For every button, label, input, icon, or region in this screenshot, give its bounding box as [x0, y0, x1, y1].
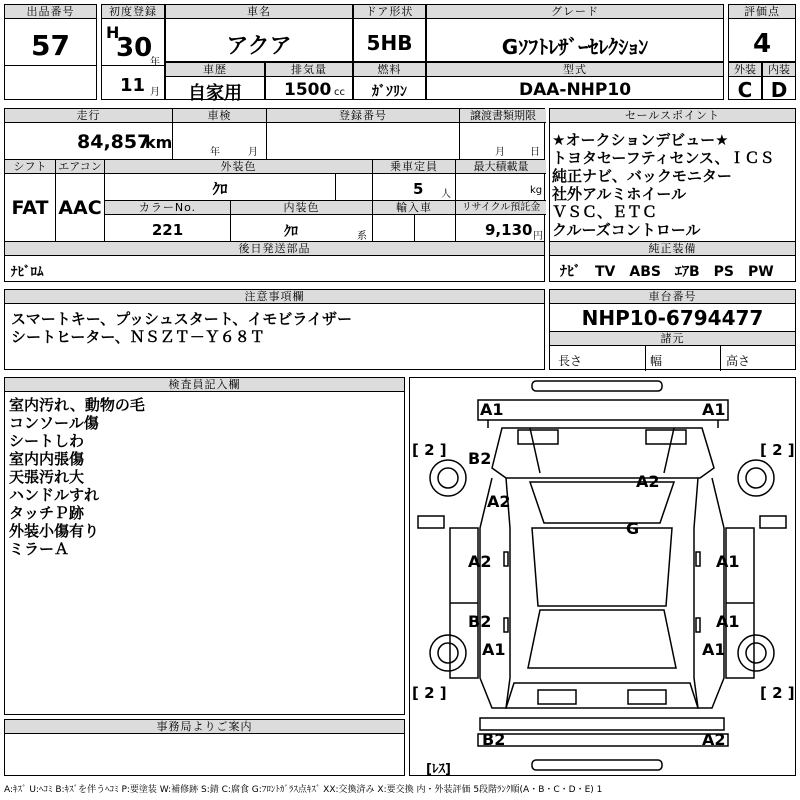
registration-year: 30	[116, 33, 153, 63]
aircon: AAC	[58, 197, 102, 219]
damage-mark: A1	[716, 612, 740, 631]
sales-point-item: ★オークションデビュー★	[552, 131, 729, 149]
damage-mark: A1	[702, 400, 726, 419]
sales-points-label: セールスポイント	[550, 109, 795, 123]
registration-number-label: 登録番号	[267, 109, 459, 123]
damage-mark: B2	[482, 730, 506, 749]
model-cell	[426, 62, 724, 100]
inspector-block	[4, 377, 405, 715]
chassis-label: 車台番号	[550, 290, 795, 304]
history-cell	[165, 62, 265, 104]
inspector-note: ハンドルすれ	[9, 486, 100, 504]
chassis-block	[549, 289, 796, 370]
exterior-label: 外装	[729, 63, 761, 77]
transfer-deadline-label: 譲渡書類期限	[460, 109, 546, 123]
notes-line: スマートキー、プッシュスタート、イモビライザー	[11, 310, 352, 328]
inspector-note: ミラーＡ	[9, 540, 70, 558]
shift-label: シフト	[5, 160, 55, 174]
interior-color-unit: 系	[357, 231, 367, 242]
recycle-fee-label: リサイクル預託金	[456, 201, 546, 215]
registration-month: 11	[120, 75, 146, 96]
damage-mark: B2	[468, 612, 492, 631]
sales-points-list	[552, 131, 774, 239]
lot-number: 57	[31, 29, 70, 62]
exterior-color-label: 外装色	[105, 160, 372, 174]
sales-points-block	[549, 108, 796, 282]
sales-point-item: 社外アルミホイール	[552, 185, 687, 203]
color-number: 221	[151, 221, 184, 239]
damage-mark: B2	[468, 449, 492, 468]
grade-cell	[426, 4, 724, 62]
mileage-label: 走行	[5, 109, 172, 123]
damage-mark: A2	[636, 472, 660, 491]
interior-grade-cell	[762, 62, 796, 100]
notes-lines	[11, 310, 352, 346]
exterior-grade-cell	[728, 62, 762, 100]
inspector-note: タッチＰ跡	[9, 504, 85, 522]
tire-mark: [ 2 ]	[760, 684, 795, 702]
inspector-note: シートしわ	[9, 432, 85, 450]
max-load-label: 最大積載量	[456, 160, 546, 174]
notes-label: 注意事項欄	[5, 290, 544, 304]
parts: ﾅﾋﾞﾛﾑ	[11, 265, 44, 280]
displacement-unit: cc	[334, 87, 345, 98]
inspector-label: 検査員記入欄	[5, 378, 404, 392]
displacement: 1500	[284, 80, 332, 100]
first-registration-label: 初度登録	[102, 5, 164, 19]
length-label: 長さ	[558, 354, 583, 368]
damage-mark: A2	[487, 492, 511, 511]
equipment-label: 純正装備	[550, 242, 795, 256]
fuel-cell	[353, 62, 426, 100]
car-diagram-block	[409, 377, 796, 776]
inspector-note: 室内汚れ、動物の毛	[9, 396, 145, 414]
inspector-note: 室内内張傷	[9, 450, 85, 468]
score: 4	[752, 29, 772, 59]
tire-mark: [ 2 ]	[412, 684, 447, 702]
inspection-label: 車検	[173, 109, 266, 123]
exterior-color: ｸﾛ	[212, 180, 228, 198]
inspection-year-unit: 年	[210, 147, 220, 158]
interior-grade: D	[770, 78, 788, 102]
tire-mark: [ 2 ]	[760, 441, 795, 459]
damage-mark: A1	[482, 640, 506, 659]
fuel: ｶﾞｿﾘﾝ	[372, 84, 407, 100]
inspection-month-unit: 月	[248, 147, 258, 158]
history: 自家用	[188, 83, 242, 104]
interior-label: 内装	[763, 63, 795, 77]
legend: A:ｷｽﾞ U:ﾍｺﾐ B:ｷｽﾞを伴うﾍｺﾐ P:要塗装 W:補修跡 S:錆 C:腐食 G:ﾌﾛﾝﾄｶﾞﾗｽ点ｷｽﾞ XX:交換済み X:要交換 内・外装評価 5段階ﾗﾝｸ順(A・B・C・D・E) 1	[4, 785, 603, 795]
shift: FAT	[11, 197, 49, 219]
damage-mark: A2	[468, 552, 492, 571]
car-name-cell	[165, 4, 353, 62]
interior-color: ｸﾛ	[284, 224, 298, 240]
mileage-unit: km	[145, 133, 173, 152]
car-name-label: 車名	[166, 5, 352, 19]
import-label: 輸入車	[373, 201, 455, 215]
chassis-number: NHP10-6794477	[581, 306, 764, 330]
score-cell	[728, 4, 796, 62]
transfer-day-unit: 日	[530, 147, 540, 158]
door-type-cell	[353, 4, 426, 62]
capacity-label: 乗車定員	[373, 160, 455, 174]
model-label: 型式	[427, 63, 723, 77]
spec-label: 諸元	[550, 332, 795, 346]
grade: Gｿﾌﾄﾚｻﾞｰｾﾚｸｼｮﾝ	[501, 35, 649, 59]
recycle-fee: 9,130	[485, 221, 533, 239]
width-label: 幅	[650, 354, 663, 368]
car-diagram	[410, 378, 795, 775]
damage-mark: A2	[702, 730, 726, 749]
door-type-label: ドア形状	[354, 5, 425, 19]
inspector-note: 天張汚れ大	[9, 468, 85, 486]
capacity-unit: 人	[441, 189, 451, 200]
era: H	[106, 23, 120, 42]
damage-mark: A1	[716, 552, 740, 571]
vehicle-info-block	[4, 108, 545, 282]
grade-label: グレード	[427, 5, 723, 19]
notes-block	[4, 289, 545, 370]
inspector-note: 外装小傷有り	[9, 522, 100, 540]
history-label: 車歴	[166, 63, 264, 77]
first-registration-cell	[101, 4, 165, 100]
damage-mark: A1	[702, 640, 726, 659]
color-number-label: カラーNo.	[105, 201, 230, 215]
capacity: 5	[413, 180, 424, 198]
height-label: 高さ	[726, 354, 751, 368]
displacement-label: 排気量	[266, 63, 352, 77]
recycle-fee-unit: 円	[533, 231, 543, 242]
damage-mark: G	[626, 519, 640, 538]
fuel-label: 燃料	[354, 63, 425, 77]
door-type: 5HB	[366, 31, 413, 55]
sales-point-item: ＶＳＣ、ＥＴＣ	[552, 203, 658, 221]
aircon-label: エアコン	[56, 160, 104, 174]
car-name: アクア	[226, 34, 292, 59]
tire-mark: [ 2 ]	[412, 441, 447, 459]
notes-line: シートヒーター、ＮＳＺＴ－Ｙ６８Ｔ	[11, 328, 265, 346]
month-unit: 月	[150, 87, 160, 98]
office-block	[4, 719, 405, 776]
parts-label: 後日発送部品	[5, 242, 544, 256]
sales-point-item: トヨタセーフティセンス、ＩＣＳ	[552, 149, 775, 167]
max-load-unit: kg	[530, 185, 543, 196]
inspector-notes	[9, 396, 145, 558]
damage-mark: A1	[480, 400, 504, 419]
transfer-month-unit: 月	[495, 147, 505, 158]
interior-color-label: 内装色	[231, 201, 372, 215]
lot-number-cell	[4, 4, 97, 100]
equipment: ﾅﾋﾞ TV ABS ｴｱB PS PW	[560, 264, 774, 280]
model: DAA-NHP10	[518, 80, 632, 100]
sales-point-item: 純正ナビ、バックモニター	[552, 167, 732, 185]
lot-number-label: 出品番号	[5, 5, 96, 19]
score-label: 評価点	[729, 5, 795, 19]
spare-tire-mark: [ﾚｽ]	[426, 762, 451, 777]
inspector-note: コンソール傷	[9, 414, 99, 432]
exterior-grade: C	[737, 78, 753, 102]
displacement-cell	[265, 62, 353, 100]
year-unit: 年	[150, 57, 160, 68]
mileage: 84,857	[77, 131, 151, 153]
sales-point-item: クルーズコントロール	[552, 221, 701, 239]
office-label: 事務局よりご案内	[5, 720, 404, 734]
